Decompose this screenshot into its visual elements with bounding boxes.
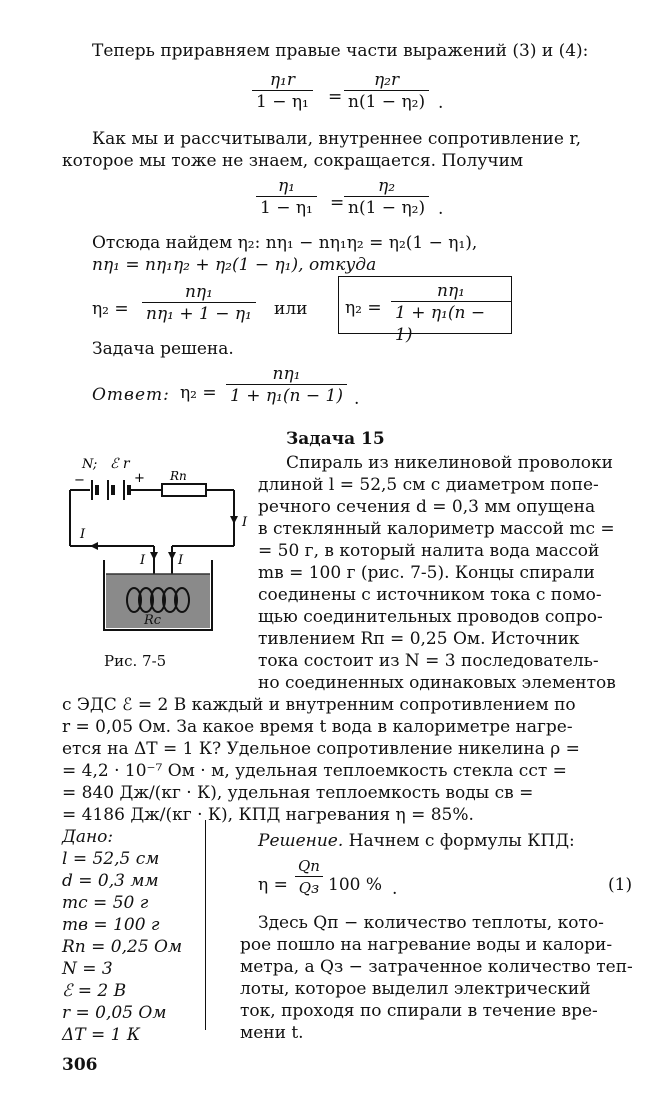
numerator: nη₁ [437,281,465,301]
task-line: речного сечения d = 0,3 мм опущена [258,497,596,517]
numerator: η₁ [277,176,295,196]
label-current-3: I [140,553,146,568]
given-item: mв = 100 г [62,915,160,935]
label-rc: Rc [144,613,162,628]
label-plus: + [134,471,145,486]
equals-sign: = [328,87,343,107]
denominator: 1 + η₁(n − 1) [226,384,347,407]
paragraph-line-1: Отсюда найдем η₂: nη₁ − nη₁η₂ = η₂(1 − η₁), [92,233,478,253]
period: . [438,199,444,219]
task-line: тока состоит из N = 3 последователь- [258,651,599,671]
task-line: тивлением Rп = 0,25 Ом. Источник [258,629,580,649]
numerator: η₂r [373,70,400,90]
figure-caption: Рис. 7-5 [104,652,167,670]
task-line: Спираль из никелиновой проволоки [286,453,613,473]
given-divider [205,820,206,1030]
task-line: в стеклянный калориметр массой mс = [258,519,615,539]
numerator: η₂ [378,176,396,196]
solution-line: мени t. [240,1023,304,1043]
task-line: соединены с источником тока с помо- [258,585,602,605]
fraction [142,282,256,325]
denominator: n(1 − η₂) [344,196,429,219]
label-current-1: I [242,515,248,530]
answer-label: Ответ: [92,385,170,405]
given-item: l = 52,5 см [62,849,160,869]
denominator: Qз [295,876,323,899]
solution-line: рое пошло на нагревание воды и калори- [240,935,613,955]
denominator: 1 − η₁ [252,90,313,113]
solution-line: Здесь Qп − количество теплоты, кото- [258,913,604,933]
denominator: 1 + η₁(n − 1) [391,301,511,346]
numerator: Qп [298,857,320,875]
label-rp: Rп [170,469,187,483]
boxed-result [338,276,512,345]
task-line-wide: = 4186 Дж/(кг · К), КПД нагревания η = 85%. [62,805,474,825]
solution-line: лоты, которое выделил электрический [240,979,591,999]
label-emf: ℰ r [110,456,130,472]
given-item: mс = 50 г [62,893,149,913]
arrow-left [90,542,98,550]
arrow-down [230,516,238,524]
fraction [226,364,347,407]
solution-line: ток, проходя по спирали в течение вре- [240,1001,598,1021]
task-line: щью соединительных проводов сопро- [258,607,603,627]
solution-line: метра, а Qз − затраченное количество теп- [240,957,633,977]
fraction-right [344,70,429,113]
eq-rest: 100 % [328,875,383,895]
given-item: d = 0,3 мм [62,871,159,891]
lhs: η₂ = [92,299,129,319]
task-title: Задача 15 [286,429,385,449]
or-word: или [274,299,308,319]
given-item: ℰ = 2 В [62,981,127,1001]
task-line: = 50 г, в который налита вода массой [258,541,600,561]
page-number: 306 [62,1055,98,1075]
resistor-rp [162,484,206,496]
denominator: 1 − η₁ [256,196,317,219]
period: . [354,389,360,409]
paragraph-equate: Теперь приравняем правые части выражений (3) и (4): [92,41,589,61]
battery [92,480,129,500]
task-line: длиной l = 52,5 см с диаметром попе- [258,475,599,495]
numerator: nη₁ [272,364,301,384]
solution-intro-text: Начнем с формулы КПД: [343,831,575,851]
equals-sign: = [330,193,345,213]
task-line: mв = 100 г (рис. 7-5). Концы спирали [258,563,595,583]
task-line: но соединенных одинаковых элементов [258,673,616,693]
solution-intro [258,830,575,852]
lhs: η₂ = [345,298,382,318]
given-item: r = 0,05 Ом [62,1003,167,1023]
task-line-wide: r = 0,05 Ом. За какое время t вода в калориметре нагре- [62,717,573,737]
given-item: Rп = 0,25 Ом [62,937,183,957]
numerator: η₁r [269,70,295,90]
given-title: Дано: [62,827,114,847]
arrow-down-left [150,552,158,560]
fraction [294,856,324,899]
eq-lhs: η = [258,875,288,895]
label-current-2: I [80,527,86,542]
fraction-left [256,176,317,219]
task-line-wide: ется на ΔT = 1 К? Удельное сопротивление никелина ρ = [62,739,580,759]
solution-label: Решение. [258,831,344,851]
circuit-diagram [60,450,260,650]
label-minus: − [74,473,85,488]
denominator: n(1 − η₂) [344,90,429,113]
fraction-left [252,70,313,113]
task-line-wide: = 840 Дж/(кг · К), удельная теплоемкость воды cв = [62,783,534,803]
period: . [392,879,398,899]
paragraph-line-1: Как мы и рассчитывали, внутреннее сопротивление r, [92,129,582,149]
numerator: nη₁ [184,282,213,302]
given-item: ΔT = 1 К [62,1025,141,1045]
fraction [391,281,511,346]
equation-number: (1) [608,875,633,895]
label-n: N; [82,457,98,472]
task-line-wide: с ЭДС ℰ = 2 В каждый и внутренним сопротивлением по [62,695,576,715]
given-item: N = 3 [62,959,113,979]
label-current-4: I [178,553,184,568]
period: . [438,93,444,113]
paragraph-line-2: которое мы тоже не знаем, сокращается. Получим [62,151,524,171]
lhs: η₂ = [180,383,217,403]
solved-text: Задача решена. [92,339,234,359]
fraction-right [344,176,429,219]
denominator: nη₁ + 1 − η₁ [142,302,256,325]
task-line-wide: = 4,2 · 10⁻⁷ Ом · м, удельная теплоемкость стекла cст = [62,761,567,781]
paragraph-line-2: nη₁ = nη₁η₂ + η₂(1 − η₁), откуда [92,255,377,275]
arrow-down-right [168,552,176,560]
